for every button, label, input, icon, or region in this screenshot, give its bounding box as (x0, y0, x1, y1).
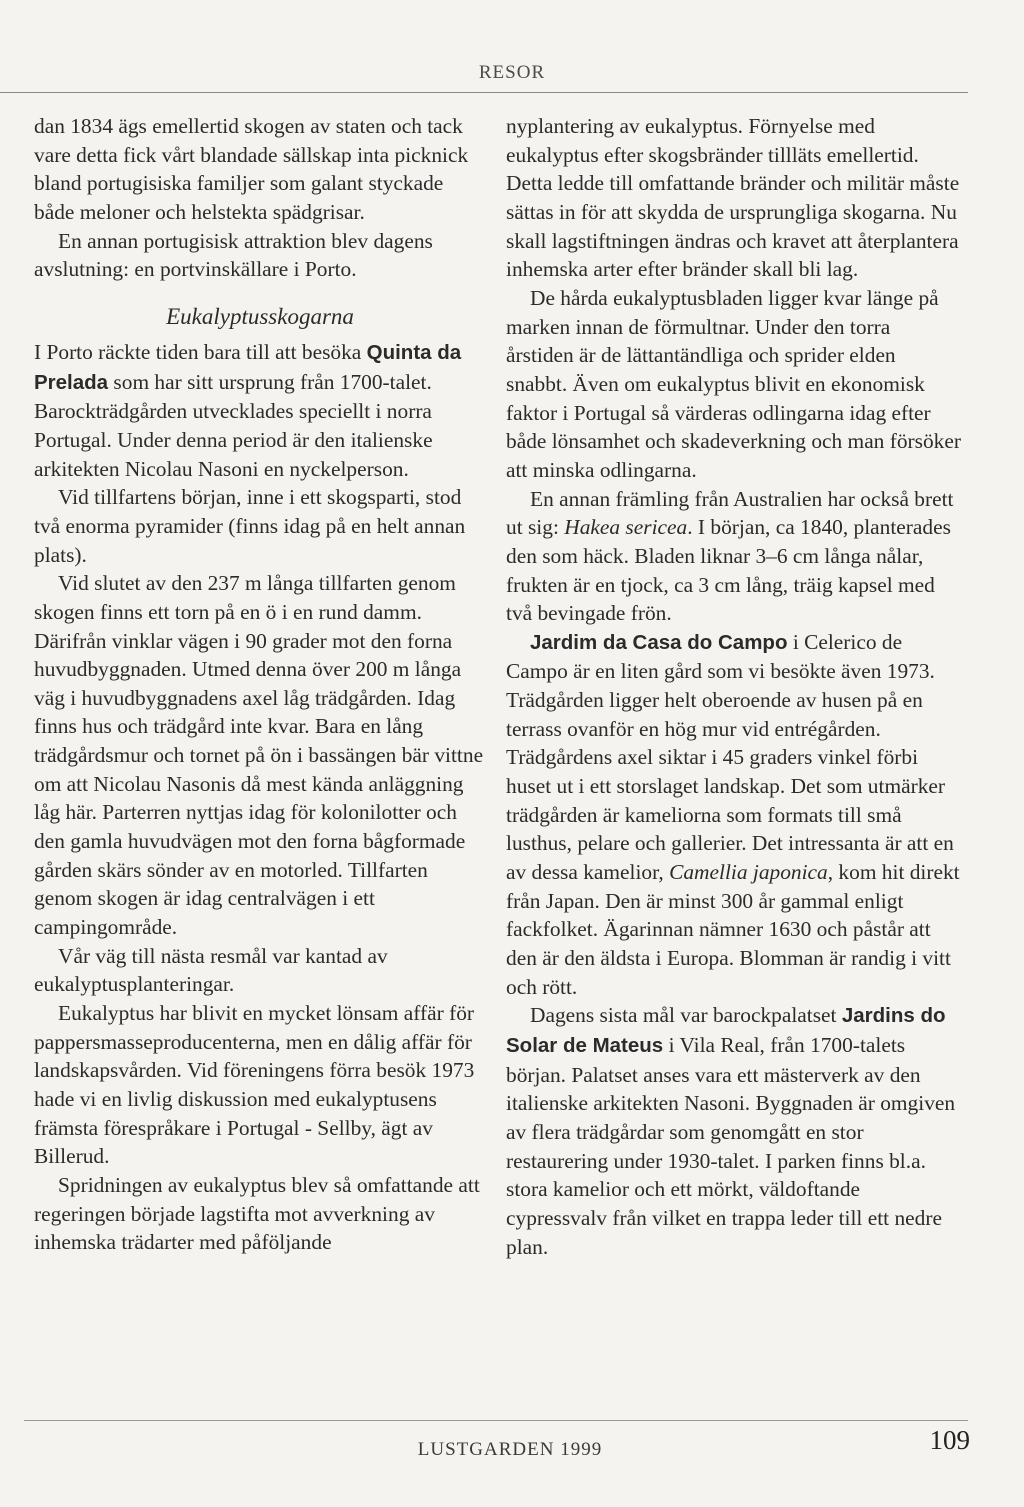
text-run: . I början, ca 1840, planterades den som häck. Bladen liknar 3–6 cm långa nålar, frukten är en tjock, ca 3 cm lång, träig kapsel med två bevingade frön. (506, 515, 951, 626)
paragraph (34, 338, 486, 483)
paragraph: nyplantering av eukalyptus. Förnyelse med eukalyptus efter skogsbränder tillläts emellertid. Detta ledde till omfattande bränder och militär måste sättas in för att skydda de ursprungliga skogarna. Nu skall lagstiftningen ändras och kravet att återplantera inhemska arter efter bränder skall bli lag. (506, 114, 960, 282)
page-number: 109 (929, 1425, 970, 1455)
left-column (34, 112, 486, 1257)
text-run: En annan främling från Australien har också brett ut sig: (506, 486, 954, 540)
species-name: Camellia japonica (669, 860, 828, 885)
right-column (506, 112, 962, 1261)
text-run: i Celerico de Campo är en liten gård som vi besökte även 1973. Trädgården ligger helt oberoende av husen på en terrass ovanför en hög mur vid entrégården. Trädgårdens axel siktar i 45 graders vinkel förbi huset ut i ett storslaget landskap. Det som utmärker trädgården är kameliorna som formats till små lusthus, pelare och gallerier. Det intressanta är att en av dessa kamelior, (506, 629, 954, 885)
publication-footer: LUSTGARDEN 1999 (417, 1439, 603, 1460)
paragraph: Vid slutet av den 237 m långa tillfarten genom skogen finns ett torn på en ö i en rund damm. Därifrån vinklar vägen i 90 grader mot den forna huvudbyggnaden. Utmed denna över 200 m långa väg i huvudbyggnadens axel låg trädgården. Idag finns hus och trädgård inte kvar. Bara en lång trädgårdsmur och tornet på ön i bassängen bär vittne om att Nicolau Nasonis då mest kända anläggning låg här. Parterren nyttjas idag för kolonilotter och den gamla huvudvägen mot den forna bågformade gården skärs sönder av en motorled. Tillfarten genom skogen är idag centralvägen i ett campingområde. (34, 571, 484, 940)
footer-rule (24, 1420, 968, 1421)
paragraph: Eukalyptus har blivit en mycket lönsam affär för pappersmasseproducenterna, men en dålig affär för landskapsvården. Vid föreningens förra besök 1973 hade vi en livlig diskussion med eukalyptusens främsta förespråkare i Portugal - Sellby, ägt av Billerud. (34, 1001, 475, 1169)
bold-name: Jardins do Solar de Mateus (506, 1004, 946, 1057)
text-run: I Porto räckte tiden bara till att besöka (34, 339, 367, 364)
bold-name: Quinta da Prelada (34, 340, 462, 394)
header-rule (0, 92, 968, 93)
section-header: RESOR (478, 62, 546, 83)
text-run: , kom hit direkt från Japan. Den är minst 300 år gammal enligt fackfolket. Ägarinnan nämner 1630 och påstår att den är den äldsta i Europa. Blomman är randig i vitt och rött. (506, 860, 960, 999)
section-heading: Eukalyptusskogarna (166, 303, 354, 329)
paragraph: Vår väg till nästa resmål var kantad av eukalyptusplanteringar. (34, 943, 388, 997)
paragraph: dan 1834 ägs emellertid skogen av staten och tack vare detta fick vårt blandade sällskap inta picknick bland portugisiska familjer som galant styckade både meloner och helstekta spädgrisar. (34, 114, 469, 224)
text-run: Dagens sista mål var barockpalatset (530, 1003, 842, 1028)
text-run: i Vila Real, från 1700-talets början. Palatset anses vara ett mästerverk av den italienske arkitekten Nasoni. Byggnaden är omgiven av flera trädgårdar som genomgått en stor restaurering under 1930-talet. I parken finns bl.a. stora kamelior och ett mörkt, väldoftande cypressvalv från vilket en trappa leder till ett nedre plan. (506, 1033, 956, 1259)
species-name: Hakea sericea (564, 515, 688, 540)
paragraph: Vid tillfartens början, inne i ett skogsparti, stod två enorma pyramider (finns idag på en helt annan plats). (34, 485, 466, 567)
paragraph: De hårda eukalyptusbladen ligger kvar länge på marken innan de förmultnar. Under den torra årstiden är de lättantändliga och sprider elden snabbt. Även om eukalyptus blivit en ekonomisk faktor i Portugal så värderas odlingarna idag efter både lönsamhet och skadeverkning och man försöker att minska odlingarna. (506, 285, 962, 482)
text-run: som har sitt ursprung från 1700-talet. Barockträdgården utvecklades speciellt i norra Portugal. Under denna period är den italienske arkitekten Nicolau Nasoni en nyckelperson. (34, 369, 433, 481)
paragraph (506, 628, 962, 1002)
paragraph: Spridningen av eukalyptus blev så omfattande att regeringen började lagstifta mot avverkning av inhemska trädarter med påföljande (34, 1172, 480, 1255)
paragraph (506, 1001, 962, 1261)
paragraph: En annan portugisisk attraktion blev dagens avslutning: en portvinskällare i Porto. (34, 228, 433, 282)
paragraph (506, 485, 962, 628)
bold-name: Jardim da Casa do Campo (530, 630, 788, 654)
